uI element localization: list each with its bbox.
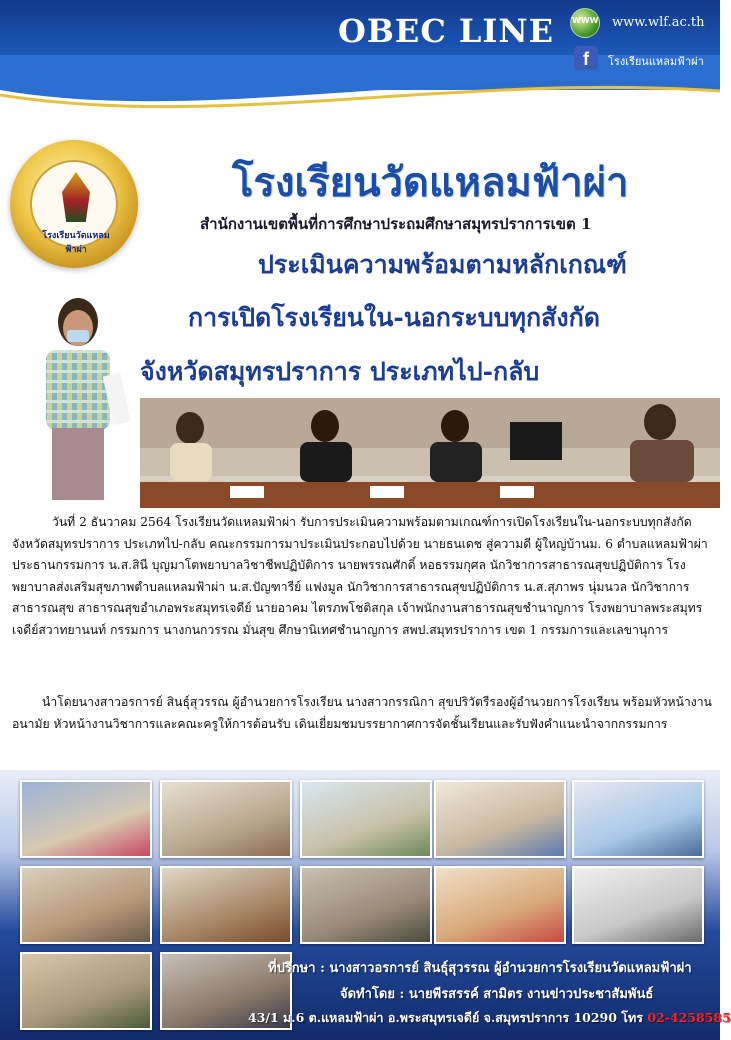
speaker-photo xyxy=(22,290,134,500)
gallery-photo xyxy=(20,780,152,858)
brand-title: OBEC LINE xyxy=(338,12,555,50)
school-title: โรงเรียนวัดแหลมฟ้าผ่า xyxy=(232,159,629,206)
globe-label: WWW xyxy=(572,16,599,25)
credit-producer: จัดทำโดย : นายพีรสรรค์ สามิตร งานข่าวประชาสัมพันธ์ xyxy=(340,987,654,1002)
credit-advisor: ที่ปรึกษา : นางสาวอรการย์ สินธุ์สุวรรณ ผู้อำนวยการโรงเรียนวัดแหลมฟ้าผ่า xyxy=(268,961,692,976)
phone-number[interactable]: 02-4258585 xyxy=(647,1010,731,1025)
headline-line-2: การเปิดโรงเรียนใน-นอกระบบทุกสังกัด xyxy=(188,303,600,332)
website-link[interactable]: www.wlf.ac.th xyxy=(612,15,705,30)
gallery-photo xyxy=(20,866,152,944)
article-body xyxy=(12,508,712,770)
gallery-photo xyxy=(160,780,292,858)
gallery-photo xyxy=(160,866,292,944)
meeting-photo-strip xyxy=(140,398,720,508)
logo-seal xyxy=(30,160,118,255)
facebook-icon[interactable]: f xyxy=(574,46,598,70)
school-logo xyxy=(10,140,138,268)
gallery-photo xyxy=(20,952,152,1030)
credit-address xyxy=(248,1008,731,1028)
article-paragraph-2: นำโดยนางสาวอรการย์ สินธุ์สุวรรณ ผู้อำนวยการโรงเรียน นางสาวกรรณิกา สุขปริวัตรีรองผู้อำนวยการโรงเรียน พร้อมหัวหน้างานอนามัย หัวหน้างานวิชาการและคณะครูให้การต้อนรับ เดินเยี่ยมชมบรรยากาศการจัดชั้นเรียนและรับฟังคำแนะนำจากกรรมการ xyxy=(12,695,712,731)
gallery-photo xyxy=(434,780,566,858)
office-subtitle: สำนักงานเขตพื้นที่การศึกษาประถมศึกษาสมุทรปราการเขต 1 xyxy=(200,215,592,233)
emblem-icon xyxy=(62,172,90,222)
gallery-photo xyxy=(300,780,432,858)
headline-line-3: จังหวัดสมุทรปราการ ประเภทไป-กลับ xyxy=(140,357,540,386)
gallery-photo xyxy=(572,780,704,858)
gallery-photo xyxy=(300,866,432,944)
facebook-page-name[interactable]: โรงเรียนแหลมฟ้าผ่า xyxy=(608,55,704,68)
gallery-photo xyxy=(434,866,566,944)
headline-line-1: ประเมินความพร้อมตามหลักเกณฑ์ xyxy=(258,250,627,279)
logo-text: โรงเรียนวัดแหลมฟ้าผ่า xyxy=(42,231,110,255)
gallery-photo xyxy=(572,866,704,944)
article-paragraph-1: วันที่ 2 ธันวาคม 2564 โรงเรียนวัดแหลมฟ้าผ่า รับการประเมินความพร้อมตามเกณฑ์การเปิดโรงเรียนใน-นอกระบบทุกสังกัดจังหวัดสมุทรปราการ ประเภทไป-กลับ คณะกรรมการมาประเมินประกอบไปด้วย นายธนเดช สู่ความดี ผู้ใหญ่บ้านม. 6 ตำบลแหลมฟ้าผ่า ประธานกรรมการ น.ส.สินี บุญมาโตพยาบาลวิชาชีพปฏิบัติการ นายพรรณศักดิ์ หอธรรมกุศล นักวิชาการสาธารณสุขปฏิบัติการ โรงพยาบาลส่งเสริมสุขภาพตำบลแหลมฟ้าผ่า น.ส.ปัญฑารีย์ แฟงมูล นักวิชาการสาธารณสุขปฏิบัติการ น.ส.สุภาพร นุ่มนวล นักวิชาการสาธารณสุข สาธารณสุขอำเภอพระสมุทรเจดีย์ นายอาคม ไตรภพโชติสกุล เจ้าพนักงานสาธารณสุขชำนาญการ โรงพยาบาลพระสมุทรเจดีย์สวาทยานนท์ กรรมการ นางกนกวรรณ มั่นสุข ศึกษานิเทศชำนาญการ สพป.สมุทรปราการ เขต 1 กรรมการและเลขานุการ xyxy=(12,515,708,637)
address-text: 43/1 ม.6 ต.แหลมฟ้าผ่า อ.พระสมุทรเจดีย์ จ.สมุทรปราการ 10290 โทร xyxy=(248,1010,648,1025)
